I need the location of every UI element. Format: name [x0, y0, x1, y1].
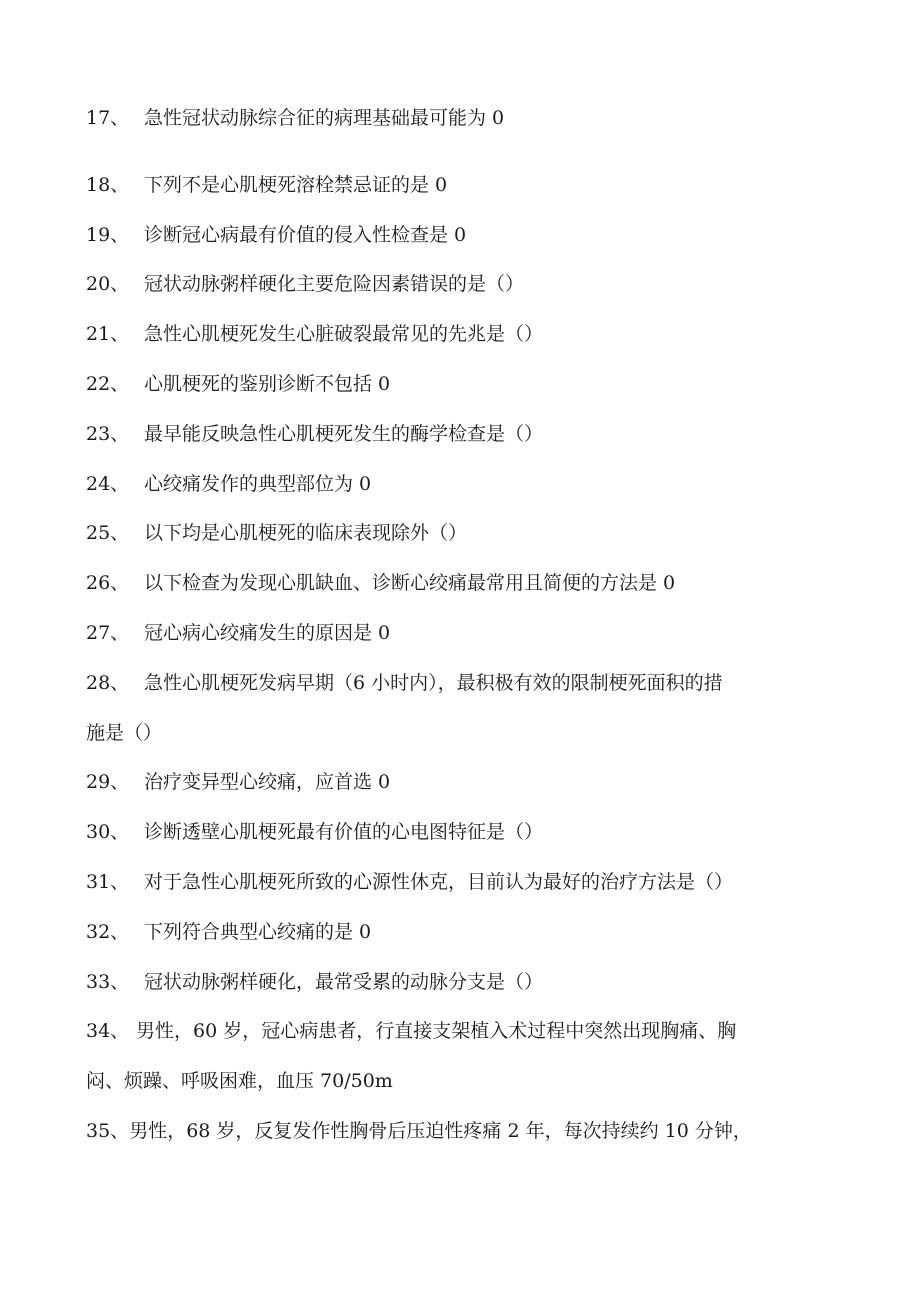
question-number: 32、: [86, 921, 130, 943]
question-number: 31、: [86, 871, 130, 893]
question-number: 20、: [86, 273, 130, 295]
question-number: 34、: [86, 1020, 130, 1042]
question-text: 心肌梗死的鉴别诊断不包括 0: [144, 373, 391, 395]
question-text: 下列符合典型心绞痛的是 0: [144, 921, 372, 943]
question-33: [86, 970, 836, 994]
question-21: [86, 322, 836, 346]
question-35: [86, 1119, 836, 1143]
question-number: 30、: [86, 821, 130, 843]
question-text: 心绞痛发作的典型部位为 0: [144, 473, 372, 495]
question-text: 冠心病心绞痛发生的原因是 0: [144, 622, 391, 644]
question-text-continuation: 闷、烦躁、呼吸困难，血压 70/50m: [86, 1070, 393, 1092]
question-30: [86, 820, 836, 844]
question-text: 诊断冠心病最有价值的侵入性检查是 0: [144, 224, 467, 246]
question-20: [86, 272, 836, 296]
question-number: 18、: [86, 174, 130, 196]
question-number: 29、: [86, 771, 130, 793]
question-number: 35、: [86, 1120, 130, 1142]
question-text: 急性冠状动脉综合征的病理基础最可能为 0: [144, 107, 505, 129]
question-24: [86, 472, 836, 496]
question-34-continuation: [86, 1069, 836, 1093]
question-number: 33、: [86, 971, 130, 993]
question-text: 男性，60 岁，冠心病患者，行直接支架植入术过程中突然出现胸痛、胸: [136, 1020, 737, 1042]
question-28: [86, 671, 836, 695]
question-number: 26、: [86, 572, 130, 594]
question-text: 冠状动脉粥样硬化，最常受累的动脉分支是（）: [144, 971, 544, 993]
question-text-continuation: 施是（）: [86, 722, 163, 744]
question-27: [86, 621, 836, 645]
question-text: 对于急性心肌梗死所致的心源性休克，目前认为最好的治疗方法是（）: [144, 871, 734, 893]
question-text: 男性，68 岁，反复发作性胸骨后压迫性疼痛 2 年，每次持续约 10 分钟，: [129, 1120, 752, 1142]
question-22: [86, 372, 836, 396]
question-text: 急性心肌梗死发病早期（6 小时内），最积极有效的限制梗死面积的措: [144, 672, 723, 694]
question-text: 诊断透壁心肌梗死最有价值的心电图特征是（）: [144, 821, 544, 843]
question-number: 27、: [86, 622, 130, 644]
question-26: [86, 571, 836, 595]
question-number: 24、: [86, 473, 130, 495]
question-text: 急性心肌梗死发生心脏破裂最常见的先兆是（）: [144, 323, 544, 345]
question-number: 19、: [86, 224, 130, 246]
question-text: 以下检查为发现心肌缺血、诊断心绞痛最常用且简便的方法是 0: [144, 572, 676, 594]
question-31: [86, 870, 836, 894]
question-32: [86, 920, 836, 944]
question-25: [86, 521, 836, 545]
question-34: [86, 1019, 836, 1043]
question-18: [86, 173, 836, 197]
question-text: 冠状动脉粥样硬化主要危险因素错误的是（）: [144, 273, 525, 295]
question-number: 23、: [86, 423, 130, 445]
question-text: 最早能反映急性心肌梗死发生的酶学检查是（）: [144, 423, 544, 445]
question-28-continuation: [86, 721, 836, 745]
question-17: [86, 106, 836, 130]
question-number: 21、: [86, 323, 130, 345]
question-text: 下列不是心肌梗死溶栓禁忌证的是 0: [144, 174, 448, 196]
question-text: 治疗变异型心绞痛，应首选 0: [144, 771, 391, 793]
question-23: [86, 422, 836, 446]
question-number: 28、: [86, 672, 130, 694]
question-number: 25、: [86, 522, 130, 544]
question-number: 22、: [86, 373, 130, 395]
question-19: [86, 223, 836, 247]
question-number: 17、: [86, 107, 130, 129]
question-29: [86, 770, 836, 794]
question-text: 以下均是心肌梗死的临床表现除外（）: [144, 522, 468, 544]
